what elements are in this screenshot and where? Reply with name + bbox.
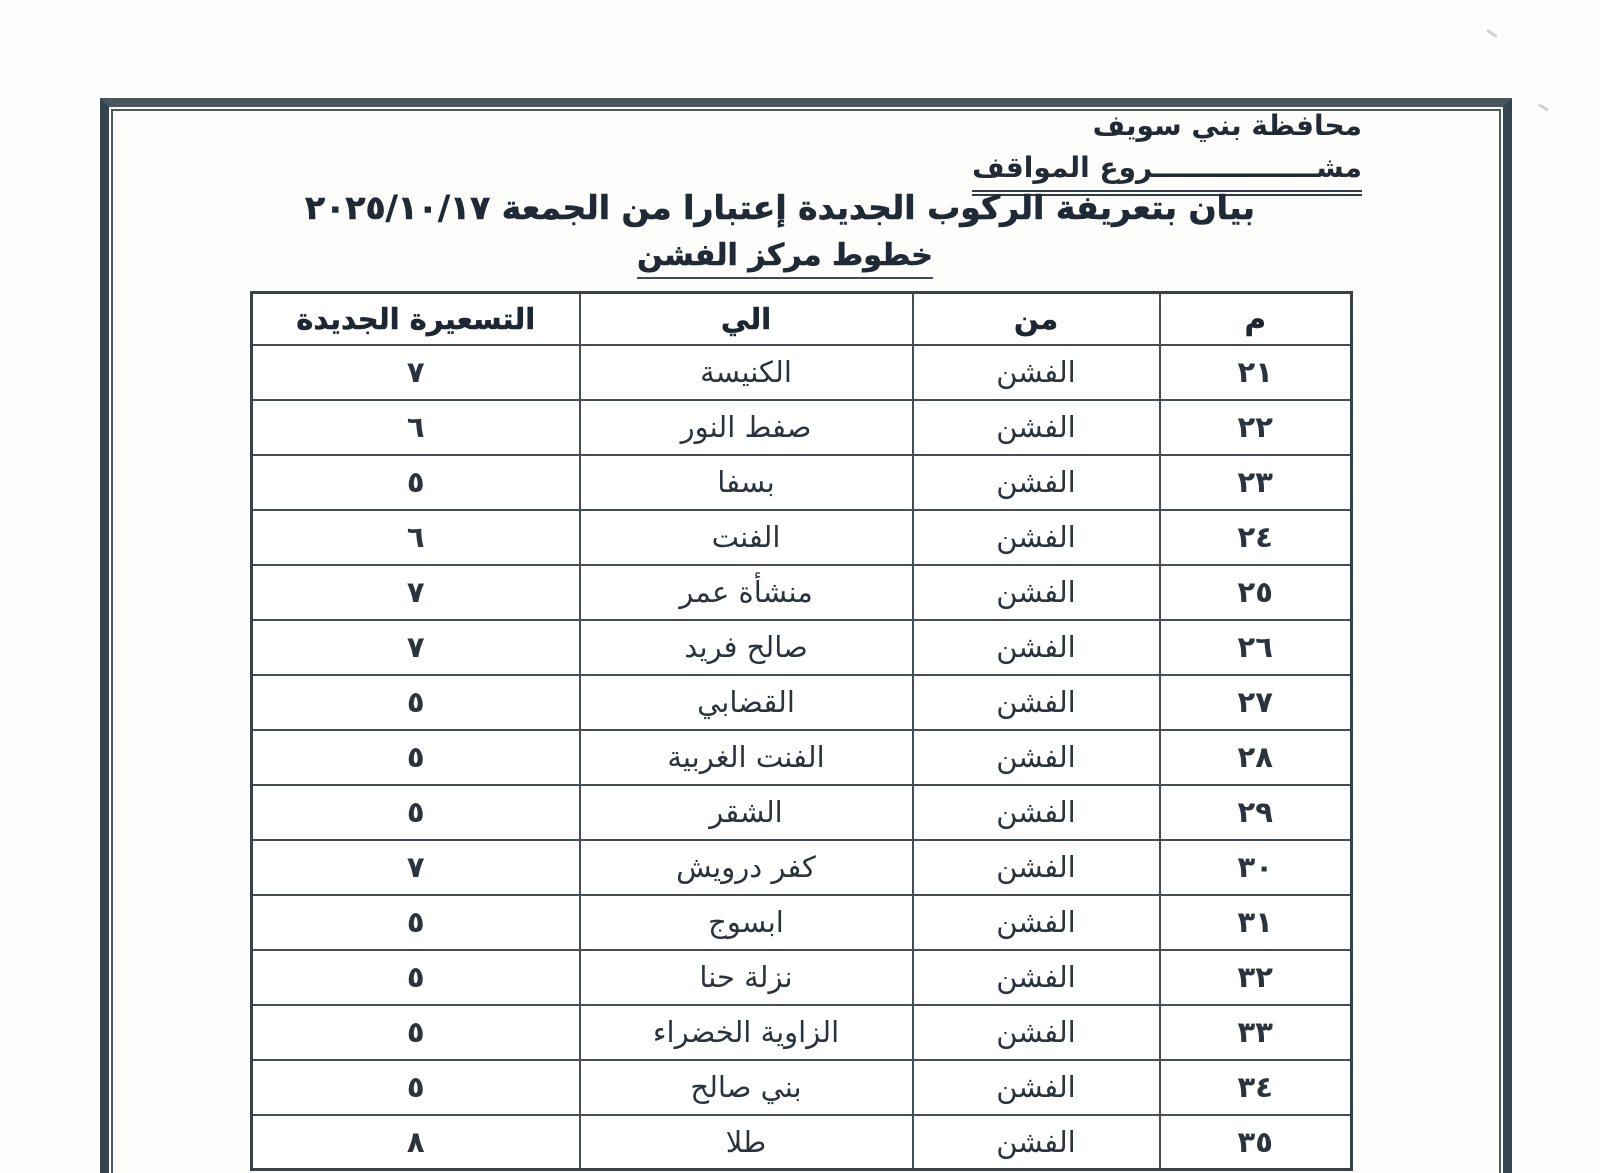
table-row xyxy=(252,895,1352,950)
cell-to: نزلة حنا xyxy=(580,950,913,1005)
table-row xyxy=(252,1115,1352,1170)
cell-from: الفشن xyxy=(913,950,1160,1005)
fare-table xyxy=(250,291,1353,1171)
cell-from: الفشن xyxy=(913,675,1160,730)
cell-to: بسفا xyxy=(580,455,913,510)
letterhead xyxy=(972,104,1362,196)
cell-line-number: ٢٥ xyxy=(1160,565,1352,620)
cell-line-number: ٣٤ xyxy=(1160,1060,1352,1115)
cell-new-fare: ٥ xyxy=(252,950,580,1005)
cell-from: الفشن xyxy=(913,1060,1160,1115)
cell-new-fare: ٧ xyxy=(252,565,580,620)
table-row xyxy=(252,1005,1352,1060)
cell-line-number: ٣١ xyxy=(1160,895,1352,950)
cell-new-fare: ٦ xyxy=(252,510,580,565)
header-from: من xyxy=(913,293,1160,345)
cell-new-fare: ٥ xyxy=(252,785,580,840)
cell-line-number: ٢٨ xyxy=(1160,730,1352,785)
cell-new-fare: ٧ xyxy=(252,840,580,895)
cell-to: الفنت xyxy=(580,510,913,565)
cell-line-number: ٣٠ xyxy=(1160,840,1352,895)
cell-line-number: ٢٤ xyxy=(1160,510,1352,565)
fare-table-body xyxy=(252,345,1352,1170)
cell-to: بني صالح xyxy=(580,1060,913,1115)
cell-line-number: ٣٥ xyxy=(1160,1115,1352,1170)
cell-to: ابسوج xyxy=(580,895,913,950)
cell-line-number: ٢٦ xyxy=(1160,620,1352,675)
cell-new-fare: ٥ xyxy=(252,675,580,730)
cell-new-fare: ٥ xyxy=(252,895,580,950)
scan-artifact xyxy=(1486,29,1498,38)
header-new-fare: التسعيرة الجديدة xyxy=(252,293,580,345)
cell-from: الفشن xyxy=(913,620,1160,675)
cell-from: الفشن xyxy=(913,510,1160,565)
cell-to: صالح فريد xyxy=(580,620,913,675)
cell-new-fare: ٧ xyxy=(252,345,580,400)
cell-new-fare: ٥ xyxy=(252,1005,580,1060)
cell-line-number: ٢١ xyxy=(1160,345,1352,400)
cell-line-number: ٢٧ xyxy=(1160,675,1352,730)
cell-from: الفشن xyxy=(913,1005,1160,1060)
cell-new-fare: ٥ xyxy=(252,1060,580,1115)
table-row xyxy=(252,565,1352,620)
cell-to: الفنت الغربية xyxy=(580,730,913,785)
cell-from: الفشن xyxy=(913,455,1160,510)
cell-new-fare: ٥ xyxy=(252,455,580,510)
table-row xyxy=(252,840,1352,895)
cell-to: الشقر xyxy=(580,785,913,840)
cell-to: الزاوية الخضراء xyxy=(580,1005,913,1060)
cell-to: منشأة عمر xyxy=(580,565,913,620)
table-row xyxy=(252,675,1352,730)
project-name: مشـــــــــــــــــروع المواقف xyxy=(972,148,1362,196)
cell-new-fare: ٧ xyxy=(252,620,580,675)
cell-from: الفشن xyxy=(913,400,1160,455)
header-to: الي xyxy=(580,293,913,345)
table-row xyxy=(252,345,1352,400)
cell-to: الكنيسة xyxy=(580,345,913,400)
table-row xyxy=(252,785,1352,840)
cell-from: الفشن xyxy=(913,895,1160,950)
cell-to: طلا xyxy=(580,1115,913,1170)
cell-from: الفشن xyxy=(913,730,1160,785)
table-row xyxy=(252,620,1352,675)
cell-line-number: ٢٣ xyxy=(1160,455,1352,510)
table-row xyxy=(252,400,1352,455)
document-subtitle-wrap xyxy=(55,238,1515,279)
cell-new-fare: ٦ xyxy=(252,400,580,455)
cell-from: الفشن xyxy=(913,785,1160,840)
cell-line-number: ٢٩ xyxy=(1160,785,1352,840)
table-row xyxy=(252,455,1352,510)
cell-from: الفشن xyxy=(913,565,1160,620)
cell-from: الفشن xyxy=(913,840,1160,895)
cell-new-fare: ٥ xyxy=(252,730,580,785)
table-row xyxy=(252,1060,1352,1115)
cell-to: صفط النور xyxy=(580,400,913,455)
cell-line-number: ٢٢ xyxy=(1160,400,1352,455)
cell-new-fare: ٨ xyxy=(252,1115,580,1170)
scan-artifact xyxy=(1538,103,1549,111)
table-row xyxy=(252,730,1352,785)
header-line-number: م xyxy=(1160,293,1352,345)
cell-from: الفشن xyxy=(913,1115,1160,1170)
cell-from: الفشن xyxy=(913,345,1160,400)
document-subtitle: خطوط مركز الفشن xyxy=(637,238,933,279)
cell-to: كفر درويش xyxy=(580,840,913,895)
table-row xyxy=(252,510,1352,565)
cell-line-number: ٣٣ xyxy=(1160,1005,1352,1060)
table-header-row xyxy=(252,293,1352,345)
table-row xyxy=(252,950,1352,1005)
document-title: بيان بتعريفة الركوب الجديدة إعتبارا من الجمعة ٢٠٢٥/١٠/١٧ xyxy=(305,188,1255,227)
cell-line-number: ٣٢ xyxy=(1160,950,1352,1005)
cell-to: القضابي xyxy=(580,675,913,730)
governorate-name: محافظة بني سويف xyxy=(1092,109,1362,142)
